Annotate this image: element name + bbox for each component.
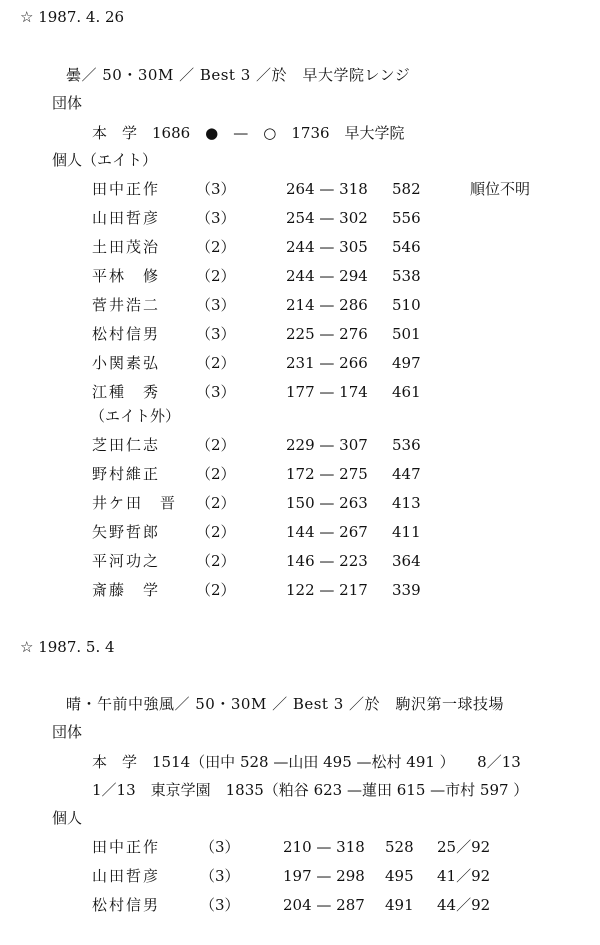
result-row (0, 269, 600, 291)
athlete-name: 芝田仁志 (92, 436, 161, 454)
grade-year: （2） (196, 552, 236, 570)
round-scores: 214 — 286 (286, 296, 368, 314)
result-row (0, 356, 600, 378)
round-scores: 122 — 217 (286, 581, 368, 599)
athlete-name: 小関素弘 (92, 354, 161, 372)
round-scores: 150 — 263 (286, 494, 368, 512)
result-row (0, 182, 600, 204)
round-scores: 225 — 276 (286, 325, 368, 343)
result-row (0, 240, 600, 262)
total-score: 501 (392, 325, 421, 343)
team-label: 団体 (52, 723, 83, 741)
total-score: 413 (392, 494, 421, 512)
total-score: 538 (392, 267, 421, 285)
athlete-name: 井ケ田 晋 (92, 494, 178, 512)
team-label: 団体 (52, 94, 83, 112)
grade-year: （3） (200, 867, 240, 885)
grade-year: （3） (196, 296, 236, 314)
round-scores: 244 — 294 (286, 267, 368, 285)
total-score: 546 (392, 238, 421, 256)
round-scores: 172 — 275 (286, 465, 368, 483)
result-row (0, 211, 600, 233)
total-score: 510 (392, 296, 421, 314)
total-score: 461 (392, 383, 421, 401)
athlete-name: 田中正作 (92, 838, 161, 856)
result-row (0, 869, 600, 891)
outside-eight-label: （エイト外） (90, 407, 181, 425)
result-row (0, 385, 600, 407)
rank-note: 44／92 (437, 896, 491, 914)
round-scores: 144 — 267 (286, 523, 368, 541)
total-score: 495 (385, 867, 414, 885)
session-date: ☆ 1987. 4. 26 (20, 8, 125, 26)
grade-year: （3） (196, 180, 236, 198)
result-row (0, 298, 600, 320)
total-score: 364 (392, 552, 421, 570)
round-scores: 264 — 318 (286, 180, 368, 198)
athlete-name: 江種 秀 (92, 383, 161, 401)
grade-year: （2） (196, 523, 236, 541)
rank-note: 25／92 (437, 838, 491, 856)
total-score: 497 (392, 354, 421, 372)
round-scores: 210 — 318 (283, 838, 365, 856)
athlete-name: 菅井浩二 (92, 296, 161, 314)
grade-year: （2） (196, 267, 236, 285)
round-scores: 244 — 305 (286, 238, 368, 256)
result-row (0, 554, 600, 576)
rank-note: 41／92 (437, 867, 491, 885)
athlete-name: 平林 修 (92, 267, 161, 285)
athlete-name: 山田哲彦 (92, 209, 161, 227)
total-score: 411 (392, 523, 421, 541)
result-row (0, 467, 600, 489)
result-row (0, 438, 600, 460)
athlete-name: 矢野哲郎 (92, 523, 161, 541)
team-result: 本 学 1514（田中 528 —山田 495 —松村 491 ） 8／13 (92, 753, 521, 771)
round-scores: 146 — 223 (286, 552, 368, 570)
athlete-name: 田中正作 (92, 180, 161, 198)
athlete-name: 斎藤 学 (92, 581, 161, 599)
round-scores: 231 — 266 (286, 354, 368, 372)
session-date: ☆ 1987. 5. 4 (20, 638, 115, 656)
grade-year: （3） (196, 383, 236, 401)
round-scores: 254 — 302 (286, 209, 368, 227)
grade-year: （2） (196, 465, 236, 483)
rank-note: 順位不明 (470, 180, 531, 198)
total-score: 491 (385, 896, 414, 914)
result-row (0, 496, 600, 518)
athlete-name: 山田哲彦 (92, 867, 161, 885)
total-score: 447 (392, 465, 421, 483)
round-scores: 204 — 287 (283, 896, 365, 914)
result-row (0, 840, 600, 862)
total-score: 536 (392, 436, 421, 454)
result-row (0, 583, 600, 605)
grade-year: （2） (196, 436, 236, 454)
athlete-name: 土田茂治 (92, 238, 161, 256)
individual-label: 個人 (52, 809, 83, 827)
team-result: 本 学 1686 ● — ○ 1736 早大学院 (92, 124, 405, 142)
team-result-winner: 1／13 東京学園 1835（粕谷 623 —蓮田 615 —市村 597 ） (92, 781, 529, 799)
result-row (0, 327, 600, 349)
athlete-name: 平河功之 (92, 552, 161, 570)
grade-year: （3） (196, 325, 236, 343)
total-score: 556 (392, 209, 421, 227)
grade-year: （3） (200, 896, 240, 914)
athlete-name: 野村維正 (92, 465, 161, 483)
grade-year: （3） (196, 209, 236, 227)
total-score: 528 (385, 838, 414, 856)
total-score: 582 (392, 180, 421, 198)
individual-label: 個人（エイト） (52, 151, 158, 169)
athlete-name: 松村信男 (92, 325, 161, 343)
grade-year: （3） (200, 838, 240, 856)
round-scores: 177 — 174 (286, 383, 368, 401)
round-scores: 197 — 298 (283, 867, 365, 885)
grade-year: （2） (196, 354, 236, 372)
session-conditions: 晴・午前中強風／ 50・30M ／ Best 3 ／於 駒沢第一球技場 (66, 695, 505, 713)
grade-year: （2） (196, 494, 236, 512)
result-row (0, 525, 600, 547)
grade-year: （2） (196, 581, 236, 599)
result-row (0, 898, 600, 920)
round-scores: 229 — 307 (286, 436, 368, 454)
total-score: 339 (392, 581, 421, 599)
athlete-name: 松村信男 (92, 896, 161, 914)
grade-year: （2） (196, 238, 236, 256)
session-conditions: 曇／ 50・30M ／ Best 3 ／於 早大学院レンジ (66, 66, 411, 84)
